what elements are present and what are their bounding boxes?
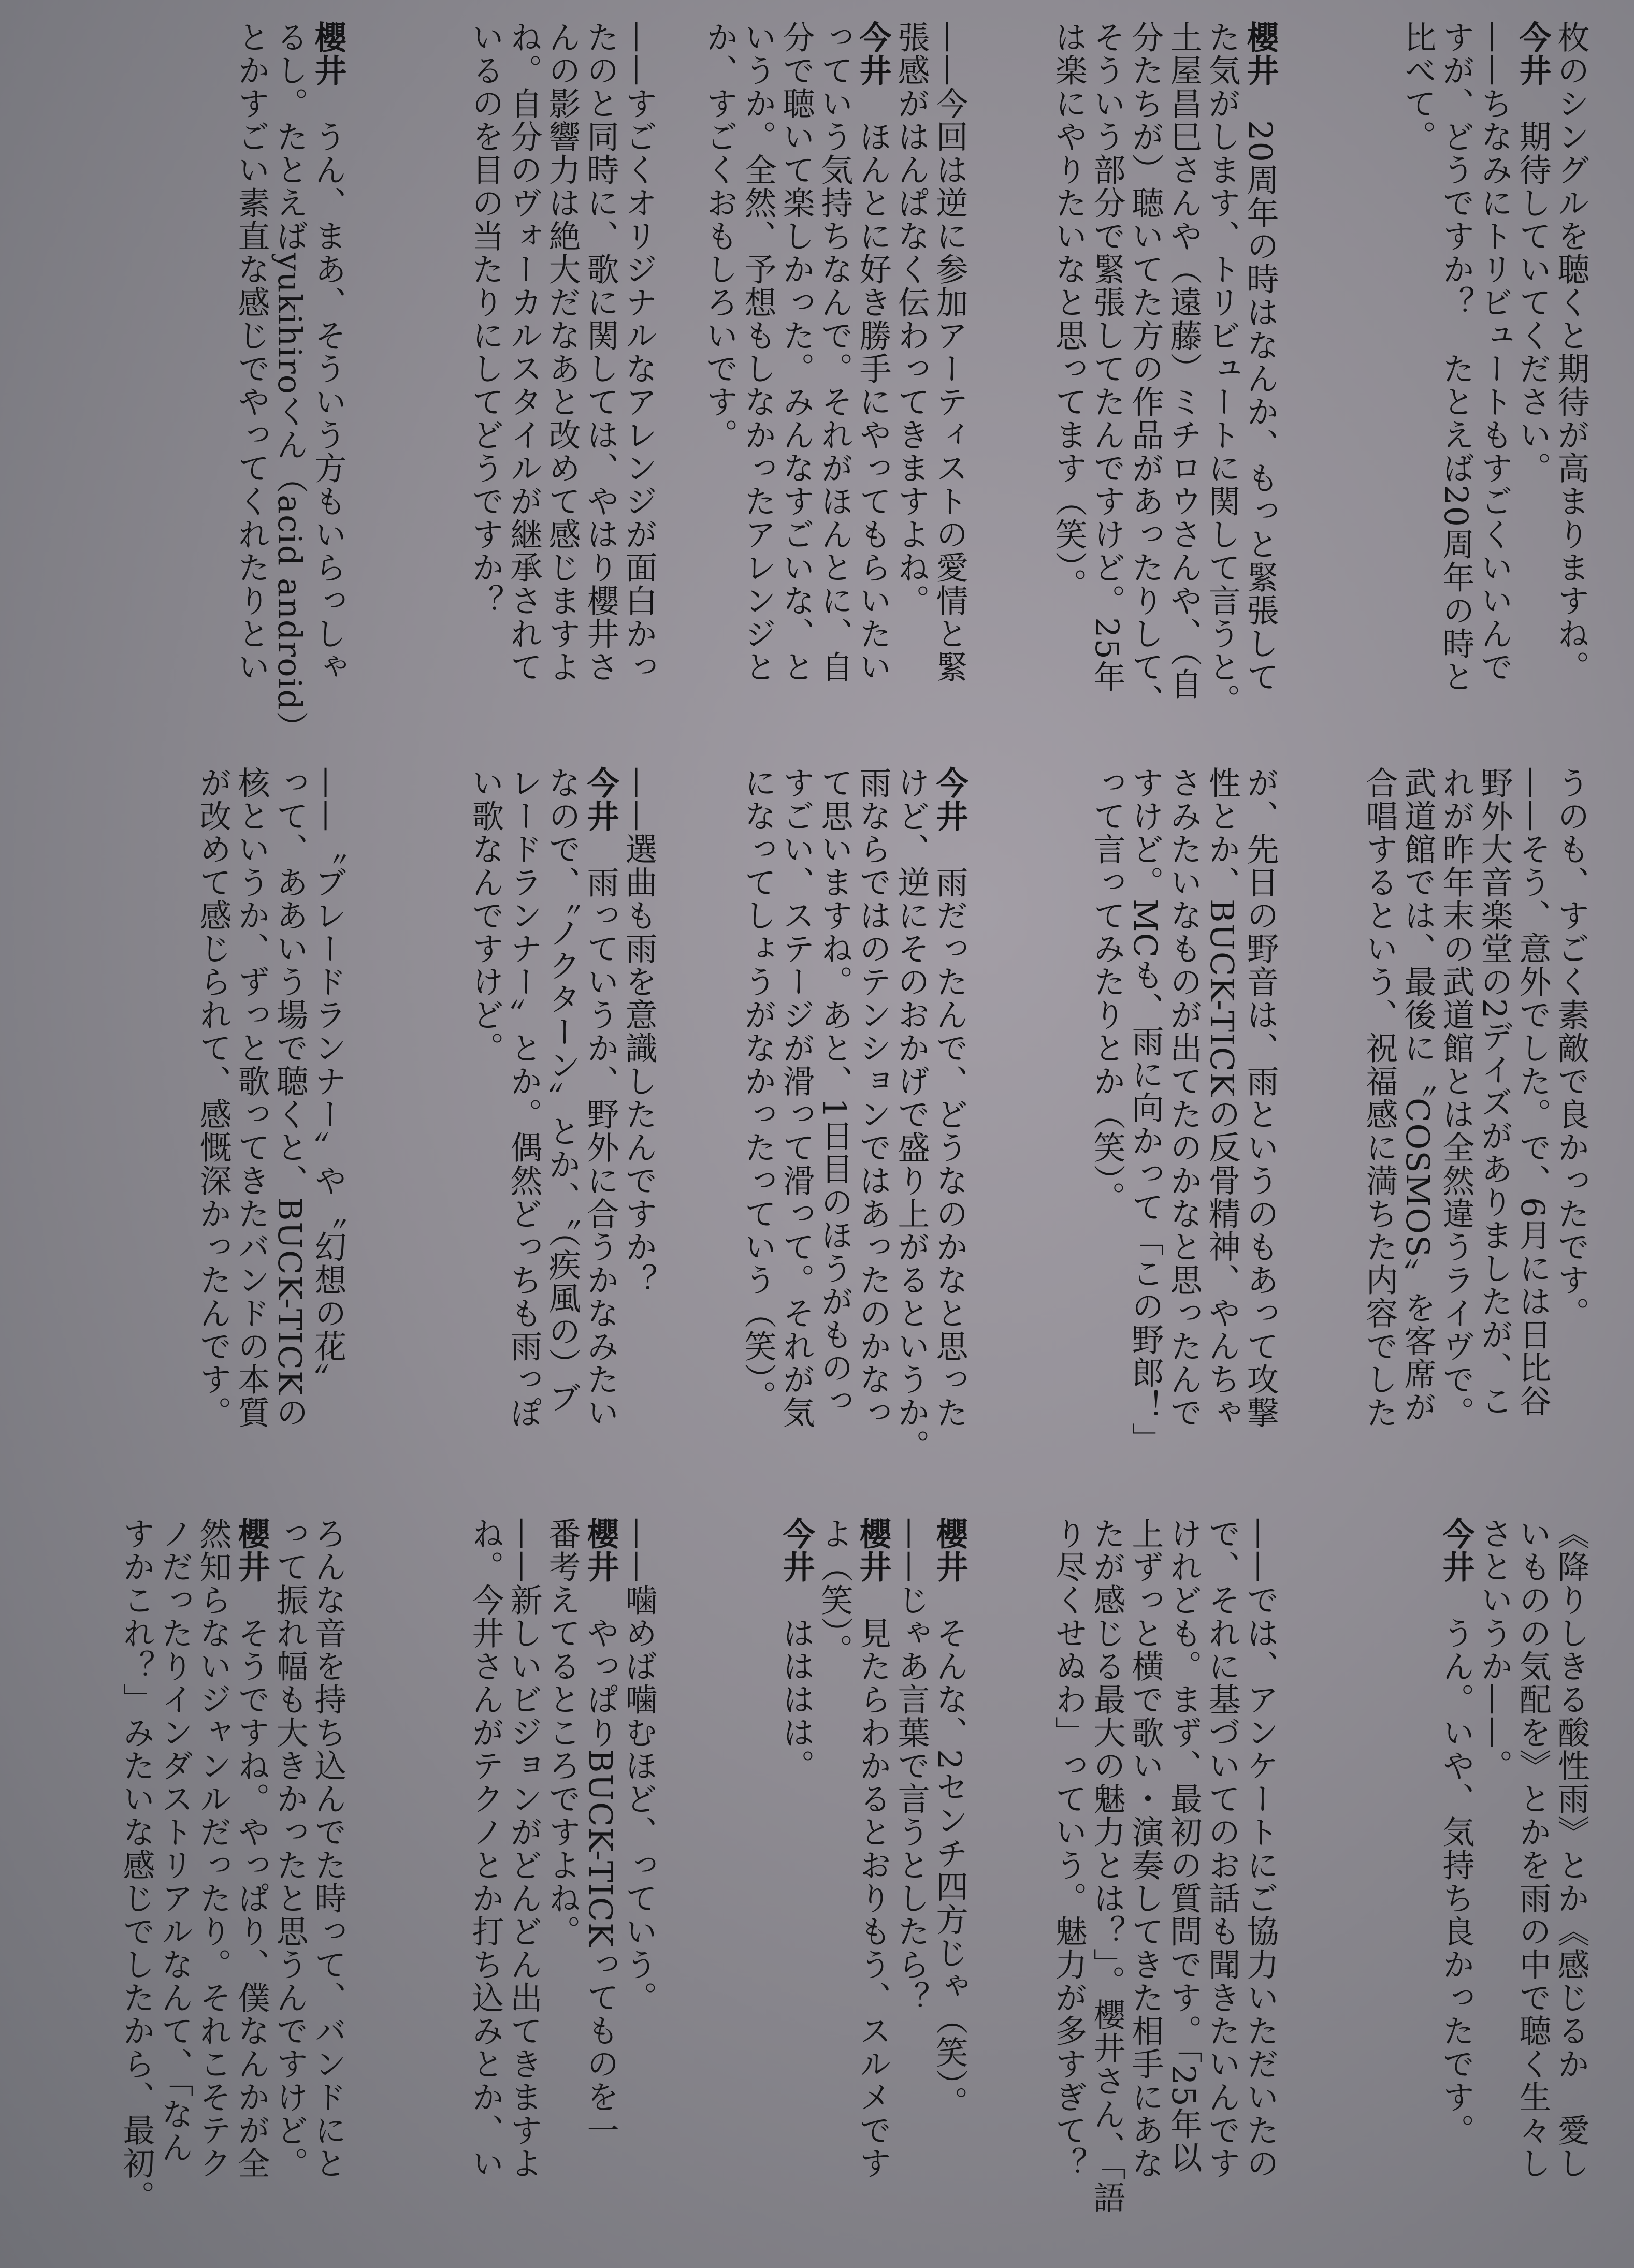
line-text: 《降りしきる酸性雨》とか《感じるか 愛し [1552,1517,1590,2180]
line-text: て思いますね。あと、1日目のほうがものっ [816,766,854,1418]
text-line [1552,21,1590,746]
text-line [1088,1517,1126,2242]
line-text: 比べて。 [1399,21,1437,153]
text-line [739,21,777,746]
text-column [1049,21,1279,746]
line-text: 20周年の時はなんか、もっと緊張して [1241,120,1279,693]
text-line [1088,766,1126,1491]
line-text: 核というか、ずっと歌ってきたバンドの本質 [233,766,270,1429]
text-line [1513,766,1552,1491]
text-line [1475,21,1513,746]
text-line [777,766,815,1491]
speaker-name: 櫻井 [309,21,347,120]
line-text: ——噛めば噛むほど、っていう。 [620,1517,658,2014]
line-text: か、すごくおもしろいです。 [701,21,739,452]
line-text: 分で聴いて楽しかった。みんなすごいな、と [777,21,815,684]
line-text: い歌なんですけど。 [467,766,504,1065]
line-text: けれども。まず、最初の質問です。「25年以 [1165,1517,1203,2174]
speaker-name: 今井 [777,1517,815,1617]
text-line [581,21,619,746]
text-line [466,766,504,1491]
text-line [1164,1517,1203,2242]
line-text: 雨ならではのテンションではあったのかなっ [854,766,892,1429]
line-text: ——すごくオリジナルなアレンジが面白かっ [620,21,658,684]
text-line [1241,1517,1279,2242]
text-line [815,21,854,746]
line-text: たのと同時に、歌に関しては、やはり櫻井さ [582,21,619,684]
line-text: 期待していてください。 [1514,120,1552,485]
text-line [309,21,347,746]
text-column [1088,766,1279,1491]
line-text: そうですね。やっぱり、僕なんかが全 [233,1617,270,2180]
line-text: うん。いや、気持ち良かったです。 [1437,1617,1475,2147]
line-text: れが昨年末の武道館とは全然違うライヴで。 [1437,766,1475,1429]
text-line [1398,766,1437,1491]
line-text: は楽にやりたいなと思ってます（笑）。 [1050,21,1088,601]
line-text: た気がします、トリビュートに関して言うと。 [1203,21,1241,717]
text-line [930,1517,968,2242]
line-text: ろんな音を持ち込んでた時って、バンドにと [309,1517,347,2180]
text-line [1475,1517,1513,2242]
text-line [543,21,581,746]
text-line [1126,1517,1164,2242]
text-line [504,1517,543,2242]
text-line [1437,766,1475,1491]
line-text: そういう部分で緊張してたんですけど。25年 [1088,21,1126,693]
line-text: ——選曲も雨を意識したんですか？ [620,766,658,1297]
text-column [117,1517,347,2242]
line-text: って、ああいう場で聴くと、BUCK-TICKの [271,766,309,1429]
text-line [309,1517,347,2242]
line-text: 野外大音楽堂の2デイズがありましたが、こ [1476,766,1513,1418]
line-text: ——そう、意外でした。で、6月には日比谷 [1514,766,1552,1418]
line-text: ——新しいビジョンがどんどん出てきますよ [505,1517,543,2180]
speaker-name: 櫻井 [1241,21,1279,120]
speaker-name: 今井 [931,766,968,866]
text-tier [36,1517,1590,2242]
text-line [232,21,270,746]
text-column [700,21,968,746]
line-text: って振れ幅も大きかったと思うんですけど。 [271,1517,309,2180]
line-text: ——じゃあ言葉で言うとしたら？ [892,1517,930,2014]
line-text: 見たらわかるとおりもう、スルメです [854,1617,892,2180]
line-text: ね。今井さんがテクノとか打ち込みとか、い [467,1517,504,2180]
text-line [619,21,658,746]
speaker-name: 今井 [1514,21,1552,120]
text-line [1049,21,1088,746]
line-text: ——〝ブレードランナー〟や〝幻想の花〟 [309,766,347,1396]
text-column [1398,21,1590,746]
text-line [777,21,815,746]
line-text: ——今回は逆に参加アーティストの愛情と緊 [931,21,968,684]
text-line [232,1517,270,2242]
text-line [892,766,930,1491]
text-line [232,766,270,1491]
text-column [466,21,658,746]
text-line [504,21,543,746]
text-line [1088,21,1126,746]
line-text: 武道館では、最後に〝COSMOS〟を客席が [1399,766,1437,1424]
line-text: なので、〝ノクターン〟とか、〝（疾風の）ブ [543,766,581,1414]
text-line [815,766,854,1491]
line-text: 雨っていうか、野外に合うかなみたい [582,866,619,1429]
speaker-name: 櫻井 [931,1517,968,1617]
line-text: 性とか、BUCK-TICKの反骨精神、やんちゃ [1203,766,1241,1429]
line-text: やっぱりBUCK-TICKってものを一 [582,1617,619,2147]
line-text: ——ちなみにトリビュートもすごくいいんで [1476,21,1513,684]
text-line [543,766,581,1491]
line-text: いうか。全然、予想もしなかったアレンジと [739,21,777,684]
line-text: すが、どうですか？ たとえば20周年の時と [1437,21,1475,693]
text-line [117,1517,155,2242]
line-text: とかすごい素直な感じでやってくれたりとい [233,21,270,684]
line-text: 然知らないジャンルだったり。それこそテク [194,1517,232,2180]
line-text: さみたいなものが出てたのかなと思ったんで [1165,766,1203,1429]
line-text: り尽くせぬわ」っていう。魅力が多すぎて？ [1050,1517,1088,2180]
text-line [309,766,347,1491]
text-line [854,21,892,746]
line-text: っていう気持ちなんで。それがほんとに、自 [816,21,854,684]
text-line [739,766,777,1491]
line-text: いものの気配を》とかを雨の中で聴く生々し [1514,1517,1552,2180]
line-text: けど、逆にそのおかげで盛り上がるというか。 [892,766,930,1462]
text-line [1513,21,1552,746]
text-line [270,21,309,746]
text-line [854,766,892,1491]
text-line [1203,1517,1241,2242]
speaker-name: 櫻井 [582,1517,619,1617]
text-line [1513,1517,1552,2242]
text-line [1437,1517,1475,2242]
line-text: になってしょうがなかったっていう（笑）。 [739,766,777,1413]
line-text: ノだったりインダストリアルなんて、「なん [156,1517,194,2164]
line-text: んの影響力は絶大だなあと改めて感じますよ [543,21,581,684]
line-text: って言ってみたりとか（笑）。 [1088,766,1126,1214]
text-line [1475,766,1513,1491]
line-text: が改めて感じられて、感慨深かったんです。 [194,766,232,1429]
text-line [930,21,968,746]
text-line [1203,766,1241,1491]
text-column [777,1517,968,2242]
text-line [504,766,543,1491]
line-text: すかこれ？」みたいな感じでしたから、最初。 [118,1517,155,2213]
speaker-name: 今井 [1437,1517,1475,1617]
text-line [619,766,658,1491]
text-line [1437,21,1475,746]
line-text: いるのを目の当たりにしてどうですか？ [467,21,504,617]
line-text: すけど。MCも、雨に向かって「この野郎！」 [1126,766,1164,1456]
text-line [892,21,930,746]
line-text: で、それに基づいてのお話も聞きたいんです [1203,1517,1241,2180]
text-line [1126,21,1164,746]
text-line [1126,766,1164,1491]
line-text: ——では、アンケートにご協力いただいたの [1241,1517,1279,2180]
text-column [232,21,347,746]
line-text: そんな、2センチ四方じゃ（笑）。 [931,1617,968,2119]
text-line [466,21,504,746]
line-text: すごい、ステージが滑って滑って。それが気 [777,766,815,1429]
text-column [739,766,968,1491]
text-line [466,1517,504,2242]
speaker-name: 櫻井 [854,1517,892,1617]
line-text: ほんとに好き勝手にやってもらいたい [854,120,892,684]
text-column [1360,766,1590,1491]
line-text: 分たちが）聴いてた方の作品があったりして、 [1126,21,1164,717]
text-line [543,1517,581,2242]
line-text: 枚のシングルを聴くと期待が高まりますね。 [1552,21,1590,684]
text-line [1552,766,1590,1491]
speaker-name: 今井 [854,21,892,120]
line-text: 土屋昌巳さんや（遠藤）ミチロウさんや、（自 [1165,21,1203,701]
text-line [1360,766,1398,1491]
text-line [194,766,232,1491]
text-line [1241,766,1279,1491]
text-line [777,1517,815,2242]
text-column [466,1517,658,2242]
line-text: たが感じる最大の魅力とは？」。櫻井さん、「語 [1088,1517,1126,2214]
text-column [1049,1517,1279,2242]
line-text: 雨だったんで、どうなのかなと思った [931,866,968,1429]
text-line [1164,766,1203,1491]
text-line [1203,21,1241,746]
text-tier [36,21,1590,746]
line-text: が、先日の野音は、雨というのもあって攻撃 [1241,766,1279,1429]
line-text: はははは。 [777,1617,815,1782]
text-line [815,1517,854,2242]
text-line [581,1517,619,2242]
text-line [155,1517,194,2242]
text-column [194,766,347,1491]
line-text: さというか——。 [1476,1517,1513,1782]
text-line [270,1517,309,2242]
text-column [466,766,658,1491]
line-text: るし。たとえばyukihiroくん（acid android） [271,21,309,745]
text-line [930,766,968,1491]
text-line [700,21,739,746]
text-line [581,766,619,1491]
text-line [619,1517,658,2242]
line-text: うのも、すごく素敵で良かったです。 [1552,766,1590,1330]
text-line [1241,21,1279,746]
text-line [1164,21,1203,746]
text-line [892,1517,930,2242]
text-line [854,1517,892,2242]
line-text: 合唱するという、祝福感に満ちた内容でした [1361,766,1398,1429]
line-text: 番考えてるところですよね。 [543,1517,581,1948]
text-line [1049,1517,1088,2242]
line-text: 上ずっと横で歌い・演奏してきた相手にあな [1126,1517,1164,2180]
text-line [270,766,309,1491]
text-line [1552,1517,1590,2242]
text-tier [36,766,1590,1491]
line-text: ね。自分のヴォーカルスタイルが継承されて [505,21,543,684]
speaker-name: 櫻井 [233,1517,270,1617]
line-text: よ（笑）。 [816,1517,854,1667]
text-line [194,1517,232,2242]
text-line [1398,21,1437,746]
speaker-name: 今井 [582,766,619,866]
line-text: うん、まあ、そういう方もいらっしゃ [309,120,347,684]
line-text: レードランナー〟とか。偶然どっちも雨っぽ [505,766,543,1429]
text-column [1437,1517,1590,2242]
line-text: 張感がはんぱなく伝わってきますよね。 [892,21,930,617]
